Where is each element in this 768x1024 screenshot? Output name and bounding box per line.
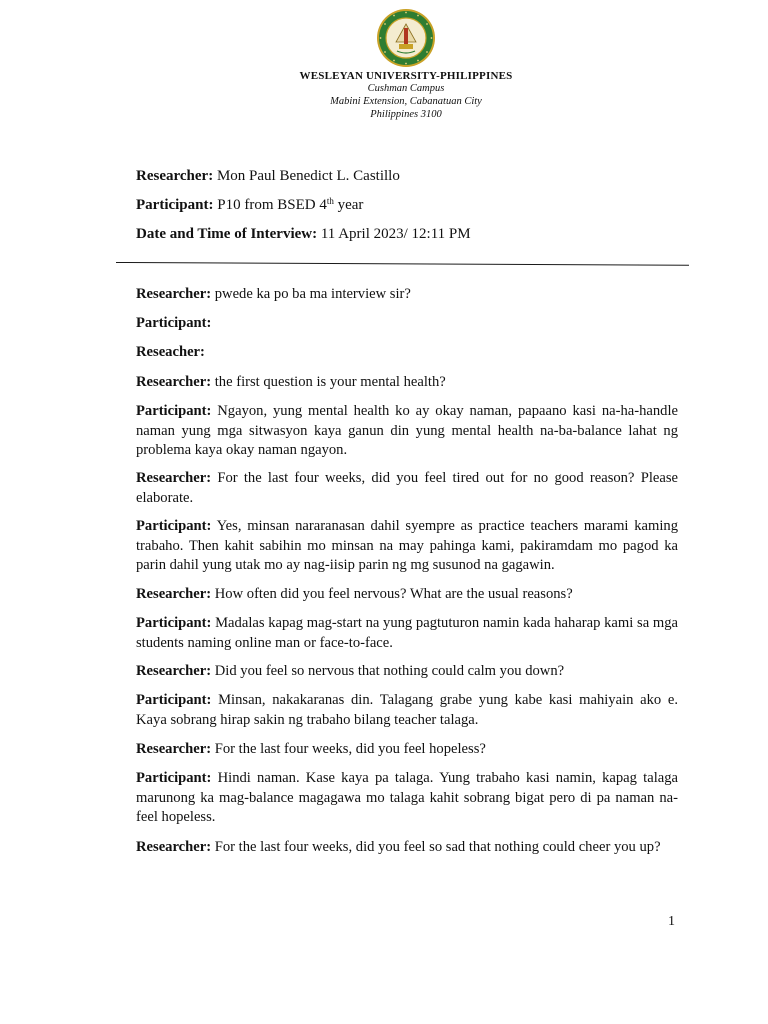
turn-text: For the last four weeks, did you feel hopeless? bbox=[211, 741, 486, 757]
datetime-value: 11 April 2023/ 12:11 PM bbox=[317, 226, 471, 242]
meta-participant bbox=[136, 197, 363, 214]
transcript-turn bbox=[136, 373, 678, 393]
transcript-turn bbox=[136, 285, 678, 305]
transcript-turn bbox=[136, 838, 678, 858]
transcript-turn bbox=[136, 314, 678, 334]
researcher-label: Researcher: bbox=[136, 168, 214, 184]
speaker-label: Researcher: bbox=[136, 741, 212, 757]
page-number: 1 bbox=[668, 914, 675, 929]
speaker-label: Participant: bbox=[136, 403, 212, 419]
meta-datetime bbox=[136, 226, 471, 243]
transcript-turn bbox=[136, 691, 678, 730]
turn-text: Yes, minsan nararanasan dahil syempre as practice teachers marami kaming trabaho. Then kahit sabihin mo minsan na may pahinga kami, pakiramdam mo pagod ka parin dahil yung utak mo ay nag-iisip parin ng mg susunod na gagawin. bbox=[136, 518, 678, 573]
participant-value: P10 from BSED 4 bbox=[213, 197, 327, 213]
turn-text: How often did you feel nervous? What are the usual reasons? bbox=[211, 586, 573, 602]
speaker-label: Researcher: bbox=[136, 663, 212, 679]
header-divider bbox=[116, 262, 689, 266]
meta-researcher bbox=[136, 168, 400, 185]
speaker-label: Researcher: bbox=[136, 470, 212, 486]
speaker-label: Researcher: bbox=[136, 286, 212, 302]
speaker-label: Participant: bbox=[136, 615, 212, 631]
speaker-label: Participant: bbox=[136, 518, 212, 534]
speaker-label: Reseacher: bbox=[136, 344, 205, 360]
turn-text: pwede ka po ba ma interview sir? bbox=[211, 286, 411, 302]
researcher-name: Mon Paul Benedict L. Castillo bbox=[213, 168, 400, 184]
turn-text: Madalas kapag mag-start na yung pagtuturon namin kada haharap kami sa mga students naming online man or face-to-face. bbox=[136, 615, 678, 651]
speaker-label: Researcher: bbox=[136, 839, 212, 855]
speaker-label: Participant: bbox=[136, 692, 212, 708]
speaker-label: Researcher: bbox=[136, 586, 212, 602]
transcript-turn bbox=[136, 769, 678, 828]
turn-text: For the last four weeks, did you feel tired out for no good reason? Please elaborate. bbox=[136, 470, 678, 506]
transcript-turn bbox=[136, 740, 678, 760]
turn-text: For the last four weeks, did you feel so sad that nothing could cheer you up? bbox=[211, 839, 661, 855]
speaker-label: Researcher: bbox=[136, 374, 212, 390]
transcript-turn bbox=[136, 614, 678, 653]
datetime-label: Date and Time of Interview: bbox=[136, 226, 318, 242]
turn-text: Did you feel so nervous that nothing could calm you down? bbox=[211, 663, 565, 679]
university-seal-logo bbox=[376, 8, 436, 68]
transcript-turn bbox=[136, 469, 678, 508]
transcript-turn bbox=[136, 517, 678, 576]
turn-text: the first question is your mental health? bbox=[211, 374, 446, 390]
transcript-turn bbox=[136, 585, 678, 605]
speaker-label: Participant: bbox=[136, 770, 212, 786]
transcript-turn bbox=[136, 402, 678, 461]
transcript-turn bbox=[136, 662, 678, 682]
campus-address: Mabini Extension, Cabanatuan City bbox=[330, 96, 482, 107]
participant-ordinal-suffix: th bbox=[326, 196, 334, 206]
turn-text: Hindi naman. Kase kaya pa talaga. Yung trabaho kasi namin, kapag talaga marunong ka mag-balance magagawa mo talaga kahit sobrang bigat pero di pa naman na-feel hopeless. bbox=[136, 770, 678, 825]
speaker-label: Participant: bbox=[136, 315, 212, 331]
turn-text: Ngayon, yung mental health ko ay okay naman, papaano kasi na-ha-handle naman yung mga sitwasyon kaya ganun din yung mental health na-ba-balance lahat ng problema kaya okay naman ngayon. bbox=[136, 403, 678, 458]
turn-text: Minsan, nakakaranas din. Talagang grabe yung kabe kasi mahiyain ako e. Kaya sobrang hirap sakin ng trabaho bilang teacher talaga. bbox=[136, 692, 678, 728]
campus-name: Cushman Campus bbox=[367, 83, 445, 94]
university-name: WESLEYAN UNIVERSITY-PHILIPPINES bbox=[299, 70, 513, 82]
participant-year: year bbox=[333, 197, 364, 213]
transcript-turn bbox=[136, 343, 678, 363]
participant-label: Participant: bbox=[136, 197, 214, 213]
campus-country-zip: Philippines 3100 bbox=[370, 109, 442, 120]
